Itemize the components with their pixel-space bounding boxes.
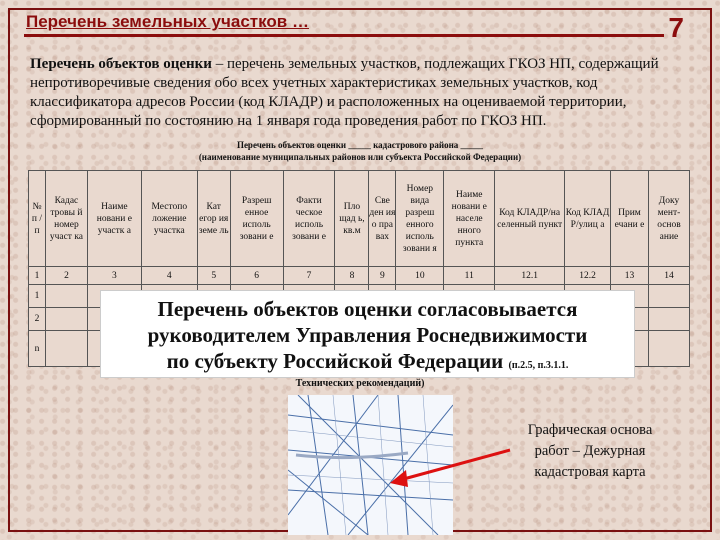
header-cell: № п / п <box>29 171 46 267</box>
callout-line-3-text: по субъекту Российской Федерации <box>166 349 504 373</box>
graphic-basis-line-2: работ – Дежурная <box>534 443 646 459</box>
header-cell: Доку мент- основ ание <box>648 171 689 267</box>
column-number: 10 <box>396 267 444 285</box>
column-number: 4 <box>141 267 197 285</box>
column-number: 7 <box>283 267 335 285</box>
header-cell: Код КЛАД Р/улиц а <box>565 171 611 267</box>
column-number: 6 <box>230 267 283 285</box>
callout-line-2: руководителем Управления Роснедвижимости <box>147 323 588 347</box>
callout-reference: (п.2.5, п.3.1.1. <box>508 360 569 371</box>
graphic-basis-line-3: кадастровая карта <box>534 464 646 480</box>
row-number: n <box>29 331 46 367</box>
header-cell: Наиме новани е населе нного пункта <box>444 171 495 267</box>
column-number: 14 <box>648 267 689 285</box>
column-number: 8 <box>335 267 369 285</box>
header-cell: Разреш енное исполь зовани е <box>230 171 283 267</box>
column-number: 13 <box>611 267 649 285</box>
column-number: 3 <box>87 267 141 285</box>
graphic-basis-line-1: Графическая основа <box>527 422 653 438</box>
header-cell: Прим ечани е <box>611 171 649 267</box>
header-cell: Местопо ложение участка <box>141 171 197 267</box>
column-number-row <box>29 267 690 285</box>
intro-definition: – перечень земельных участков, подлежащих ГКОЗ НП, содержащий непротиворечивые сведения обо всех учетных характеристиках земельных участков, код классификатора адресов России (код КЛАДР) и расположенных на оцениваемой территории, сформированный по состоянию на 1 января года проведения работ по ГКОЗ НП. <box>30 56 659 129</box>
column-number: 12.2 <box>565 267 611 285</box>
header-cell: Наиме новани е участк а <box>87 171 141 267</box>
page-number: 7 <box>668 12 684 43</box>
column-number: 9 <box>369 267 396 285</box>
header-cell: Кат егор ия земе ль <box>197 171 230 267</box>
title-divider <box>24 34 664 37</box>
intro-paragraph <box>30 55 695 131</box>
callout-line-1: Перечень объектов оценки согласовывается <box>157 297 578 321</box>
callout-reference-continued: Технических рекомендаций) <box>295 378 425 389</box>
graphic-basis-caption <box>500 420 680 483</box>
header-cell: Номер вида разреш енного исполь зовани я <box>396 171 444 267</box>
column-number: 2 <box>45 267 87 285</box>
header-cell: Код КЛАДР/на селенный пункт <box>495 171 565 267</box>
intro-term: Перечень объектов оценки <box>30 56 212 72</box>
row-number: 2 <box>29 308 46 331</box>
table-header-row <box>29 171 690 267</box>
callout-line-3 <box>101 349 634 378</box>
column-number: 11 <box>444 267 495 285</box>
row-number: 1 <box>29 285 46 308</box>
header-cell: Све ден ия о пра вах <box>369 171 396 267</box>
column-number: 1 <box>29 267 46 285</box>
table-caption: Перечень объектов оценки _____ кадастрового района _____ <box>236 140 484 150</box>
approval-callout <box>100 290 635 378</box>
header-cell: Факти ческое исполь зовани е <box>283 171 335 267</box>
pointer-arrow <box>380 440 520 500</box>
header-cell: Кадас тровы й номер участ ка <box>45 171 87 267</box>
column-number: 5 <box>197 267 230 285</box>
column-number: 12.1 <box>495 267 565 285</box>
header-cell: Пло щад ь, кв.м <box>335 171 369 267</box>
slide-title: Перечень земельных участков … <box>26 12 309 31</box>
table-caption-subtitle: (наименование муниципальных районов или субъекта Российской Федерации) <box>198 152 522 162</box>
